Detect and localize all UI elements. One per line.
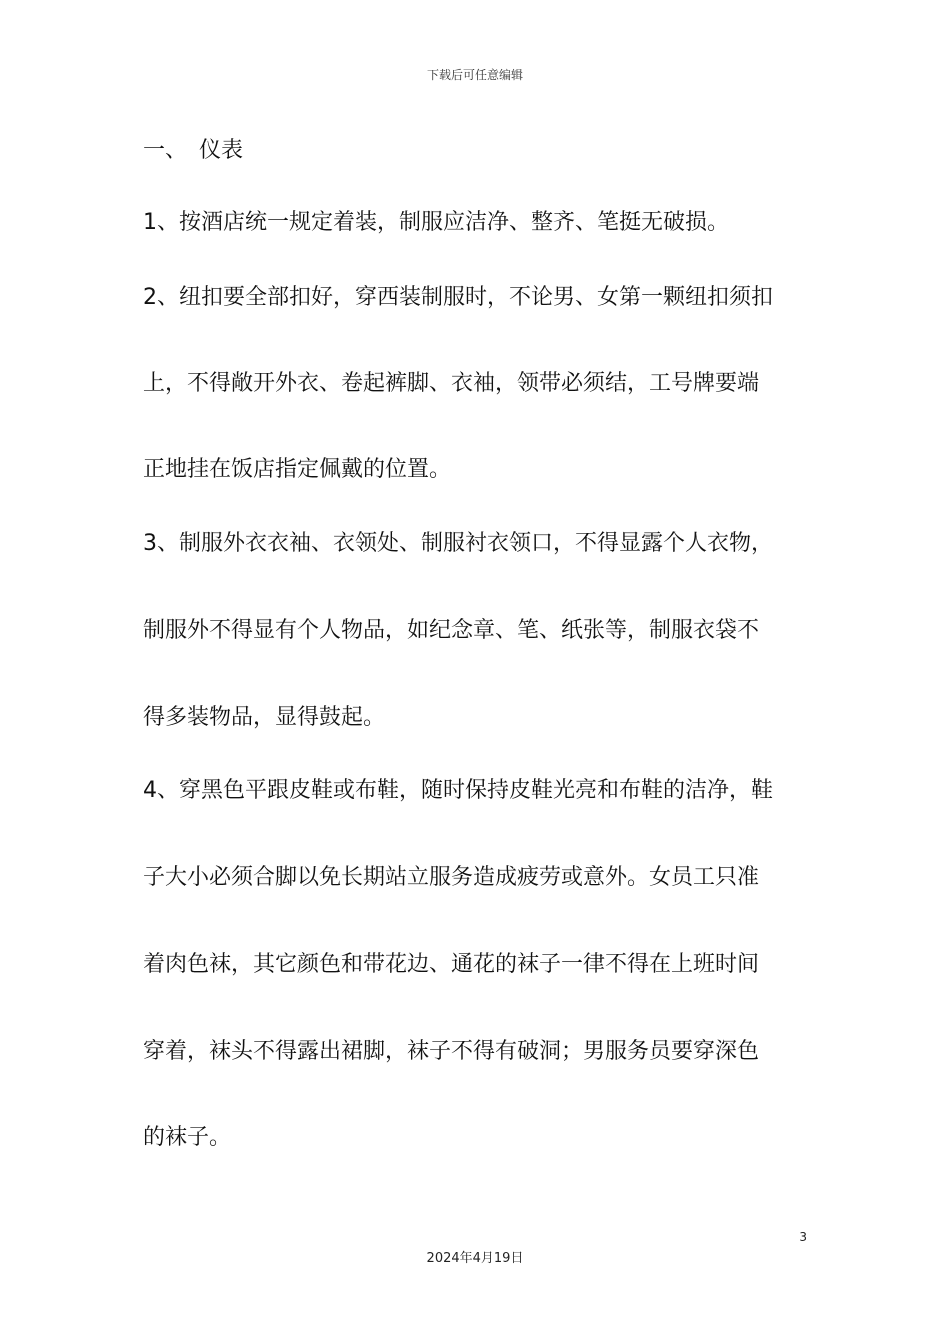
paragraph-line: 3、制服外衣衣袖、衣领处、制服衬衣领口，不得显露个人衣物， — [143, 531, 773, 556]
header-note: 下载后可任意编辑 — [426, 68, 523, 82]
section-number: 一、 — [143, 138, 188, 163]
paragraph-line: 2、纽扣要全部扣好，穿西装制服时，不论男、女第一颗纽扣须扣 — [143, 285, 773, 310]
paragraph-line: 上，不得敞开外衣、卷起裤脚、衣袖，领带必须结，工号牌要端 — [143, 371, 760, 396]
paragraph-line: 穿着，袜头不得露出裙脚，袜子不得有破洞；男服务员要穿深色 — [143, 1039, 760, 1064]
footer-date: 2024年4月19日 — [426, 1251, 524, 1266]
paragraph-line: 1、按酒店统一规定着装，制服应洁净、整齐、笔挺无破损。 — [143, 210, 729, 235]
paragraph-line: 的袜子。 — [143, 1125, 232, 1150]
paragraph-line: 制服外不得显有个人物品，如纪念章、笔、纸张等，制服衣袋不 — [143, 618, 760, 643]
paragraph-line: 正地挂在饭店指定佩戴的位置。 — [143, 457, 452, 482]
paragraph-line: 4、穿黑色平跟皮鞋或布鞋，随时保持皮鞋光亮和布鞋的洁净，鞋 — [143, 778, 773, 803]
paragraph-line: 子大小必须合脚以免长期站立服务造成疲劳或意外。女员工只准 — [143, 865, 760, 890]
section-heading — [143, 136, 243, 166]
page-number: 3 — [799, 1230, 807, 1244]
section-title: 仪表 — [199, 138, 244, 163]
paragraph-line: 着肉色袜，其它颜色和带花边、通花的袜子一律不得在上班时间 — [143, 952, 760, 977]
paragraph-line: 得多装物品，显得鼓起。 — [143, 705, 386, 730]
